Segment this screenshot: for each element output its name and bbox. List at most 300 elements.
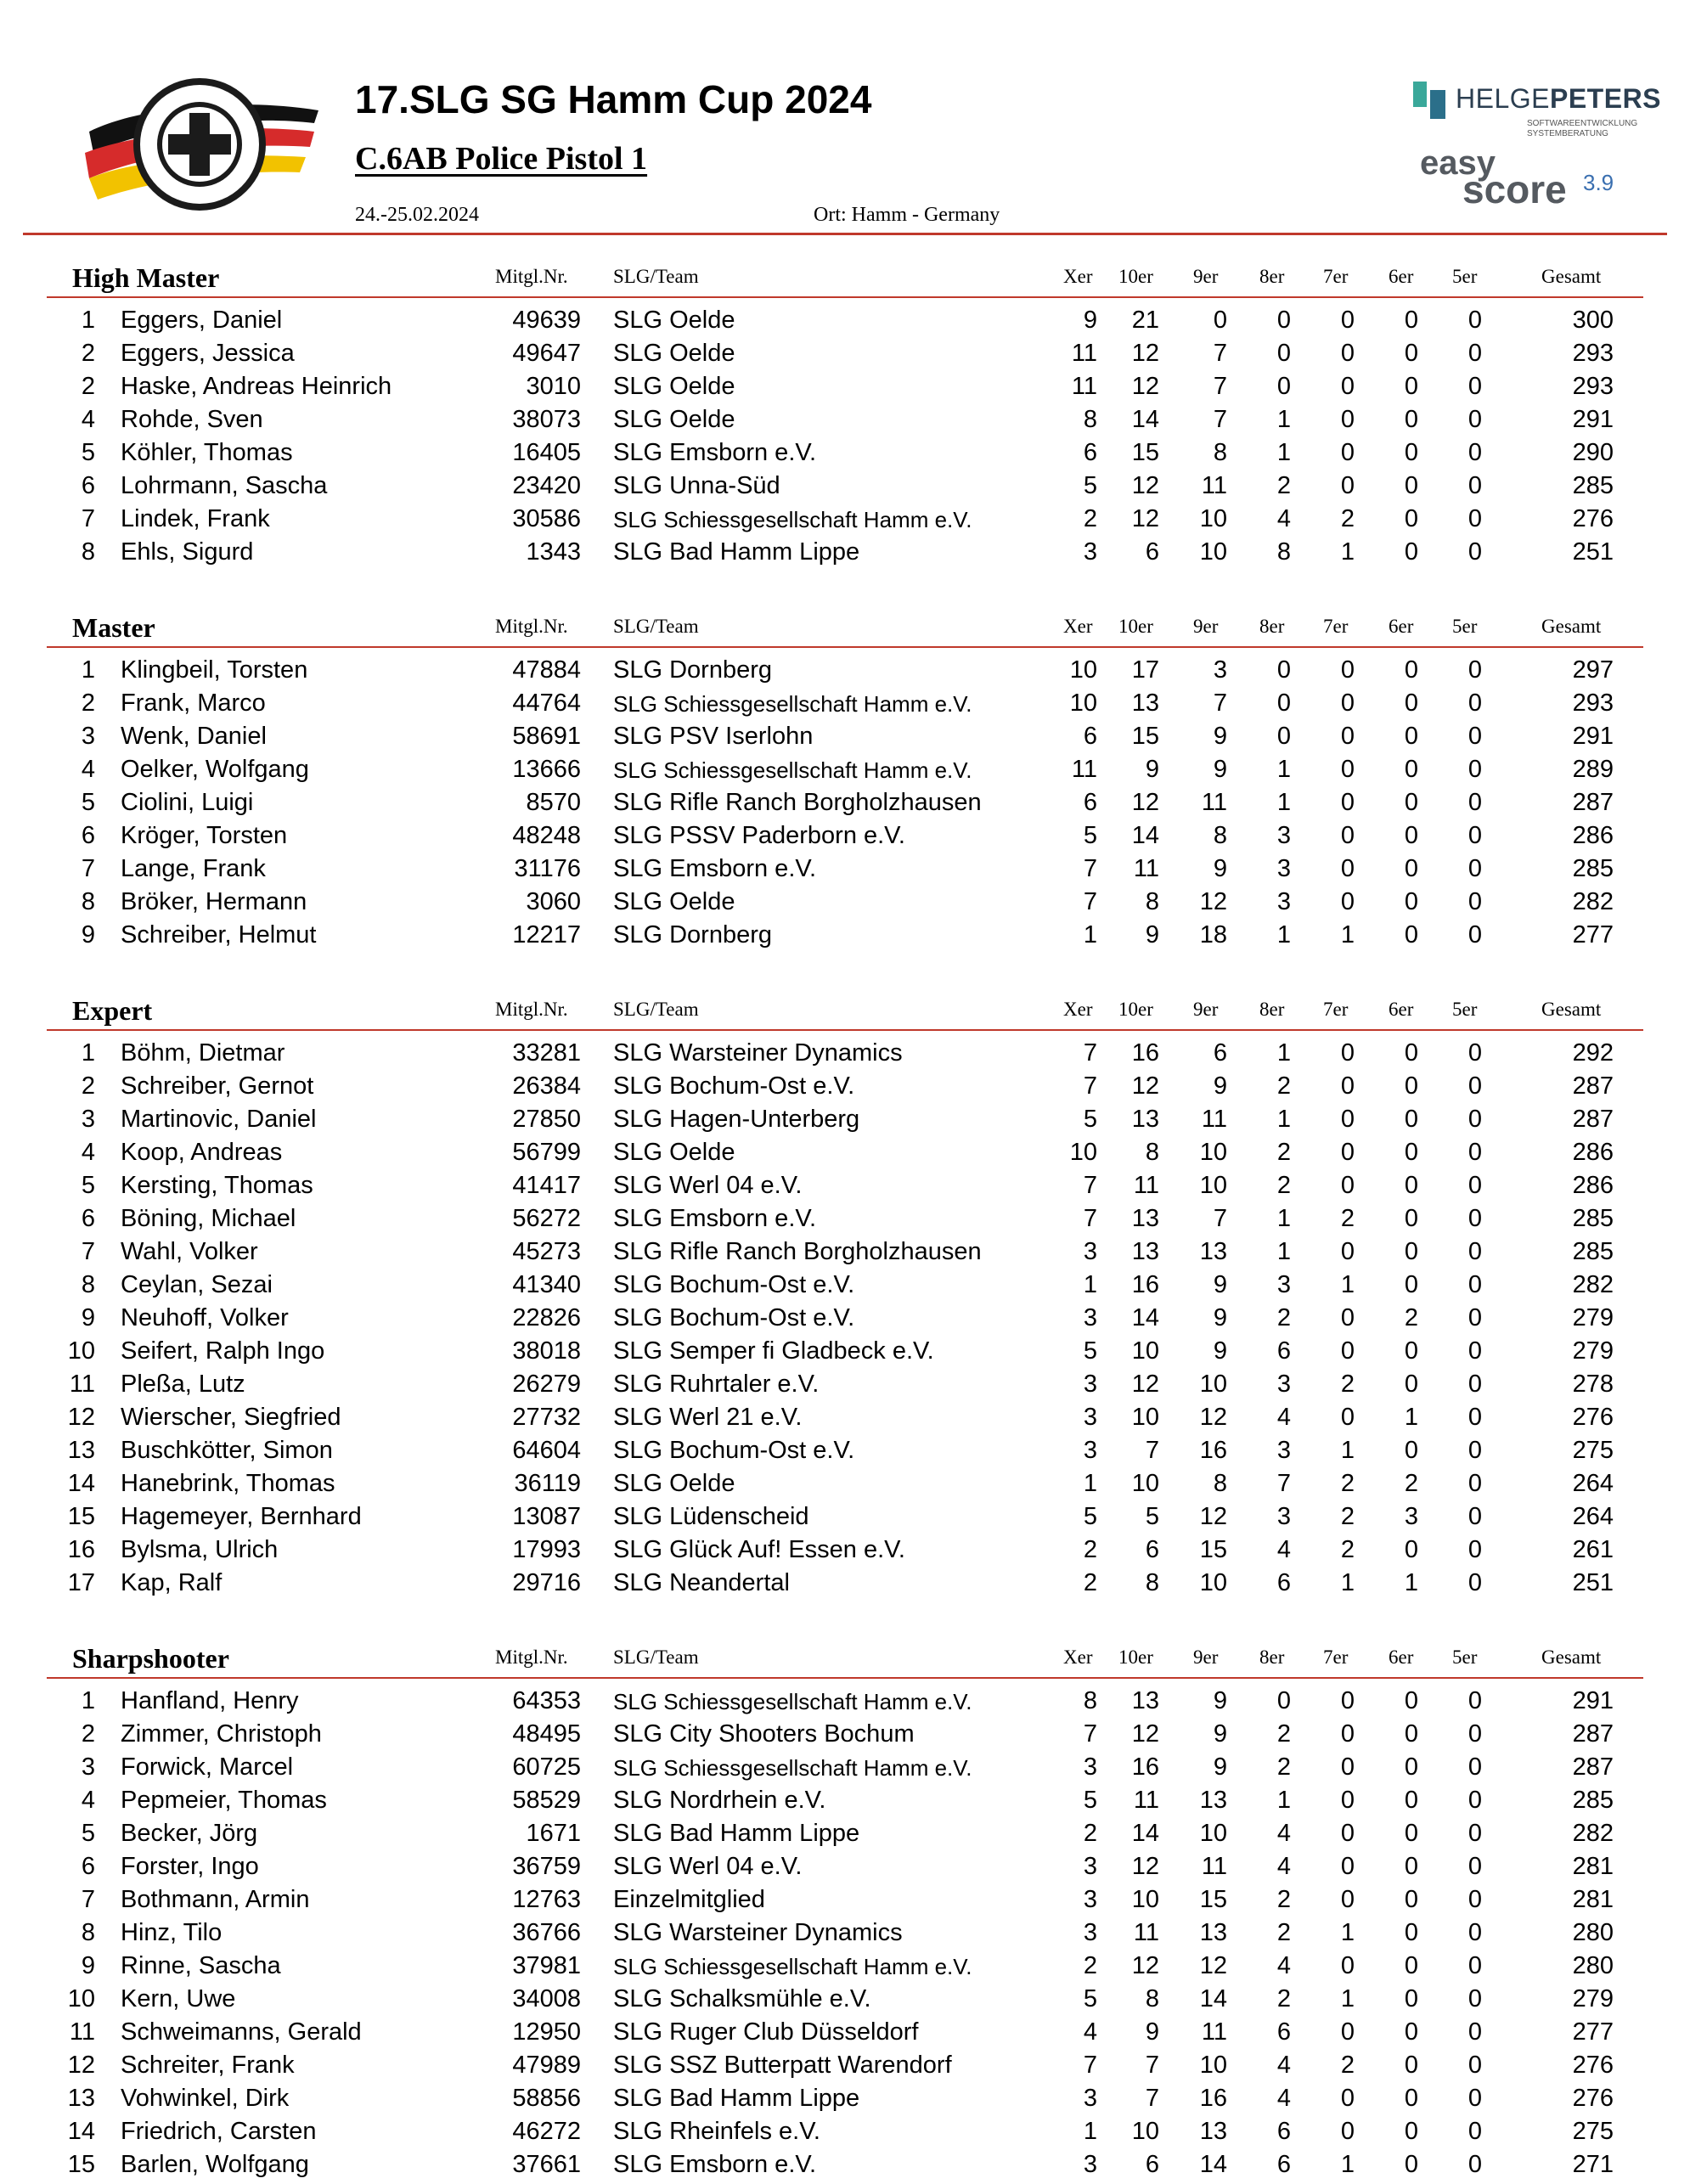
count-7: 1 [1340,1437,1355,1464]
count-9: 11 [1201,472,1227,499]
count-7: 1 [1340,921,1355,948]
count-7: 2 [1340,2052,1355,2079]
count-6: 0 [1404,373,1418,400]
member-number: 41340 [512,1271,581,1298]
count-10: 6 [1145,2151,1159,2178]
member-number: 48495 [512,1720,581,1748]
shooter-name: Vohwinkel, Dirk [121,2085,290,2112]
count-6: 0 [1404,2052,1418,2079]
event-place: Ort: Hamm - Germany [814,204,1000,226]
section-spacer [0,1602,1690,1640]
team-name: SLG Schalksmühle e.V. [613,1985,871,2012]
shooter-name: Köhler, Thomas [121,439,293,466]
easyscore-logo [1420,144,1632,212]
count-x: 5 [1083,1337,1097,1365]
team-name: SLG Dornberg [613,921,772,948]
total-score: 285 [1572,472,1614,499]
result-row [0,656,1690,690]
count-8: 2 [1276,1172,1291,1199]
count-8: 1 [1276,1238,1291,1265]
count-9: 9 [1213,756,1227,783]
rank: 2 [81,1720,95,1748]
count-6: 0 [1404,1437,1418,1464]
count-10: 8 [1145,888,1159,915]
member-number: 12950 [512,2018,581,2046]
count-8: 4 [1276,1853,1291,1880]
shooter-name: Ceylan, Sezai [121,1271,273,1298]
category-section [0,259,1690,571]
count-6: 3 [1404,1503,1418,1530]
total-score: 275 [1572,2118,1614,2145]
shooter-name: Kersting, Thomas [121,1172,313,1199]
member-number: 16405 [512,439,581,466]
result-row [0,1470,1690,1503]
member-number: 1343 [526,538,581,566]
team-name: SLG Werl 04 e.V. [613,1172,803,1199]
count-x: 2 [1083,1536,1097,1563]
event-date: 24.-25.02.2024 [355,204,479,226]
team-name: SLG Oelde [613,406,735,433]
column-header-t10: 10er [1118,999,1153,1020]
discipline-subtitle: C.6AB Police Pistol 1 [355,141,648,177]
count-x: 5 [1083,1106,1097,1133]
rank: 9 [81,921,95,948]
count-6: 0 [1404,1886,1418,1913]
count-6: 0 [1404,855,1418,882]
count-7: 2 [1340,1371,1355,1398]
count-9: 9 [1213,1304,1227,1331]
count-10: 12 [1131,472,1159,499]
total-score: 280 [1572,1952,1614,1979]
team-name: SLG Rheinfels e.V. [613,2118,820,2145]
count-6: 0 [1404,2018,1418,2046]
count-6: 0 [1404,1039,1418,1067]
column-header-total: Gesamt [1541,266,1602,287]
count-10: 13 [1131,1238,1159,1265]
total-score: 276 [1572,1404,1614,1431]
column-header-t8: 8er [1259,266,1285,287]
count-6: 0 [1404,1985,1418,2012]
count-5: 0 [1467,2052,1482,2079]
team-name: SLG Schiessgesellschaft Hamm e.V. [613,691,972,717]
total-score: 297 [1572,656,1614,684]
member-number: 45273 [512,1238,581,1265]
count-9: 10 [1199,2052,1227,2079]
column-header-t5: 5er [1452,266,1478,287]
count-10: 16 [1131,1753,1159,1781]
count-8: 0 [1276,340,1291,367]
total-score: 290 [1572,439,1614,466]
rank: 3 [81,1106,95,1133]
count-x: 3 [1083,1853,1097,1880]
count-10: 10 [1131,1886,1159,1913]
rank: 4 [81,756,95,783]
count-6: 0 [1404,756,1418,783]
column-header-t7: 7er [1323,999,1349,1020]
total-score: 287 [1572,1106,1614,1133]
shooter-name: Hagemeyer, Bernhard [121,1503,362,1530]
result-row [0,1304,1690,1337]
count-9: 9 [1213,1072,1227,1100]
total-score: 276 [1572,505,1614,532]
vendor-name: HELGEPETERS [1456,83,1662,114]
rank: 1 [81,656,95,684]
count-10: 7 [1145,1437,1159,1464]
shooter-name: Hanebrink, Thomas [121,1470,335,1497]
count-9: 9 [1213,723,1227,750]
member-number: 12217 [512,921,581,948]
count-10: 13 [1131,690,1159,717]
count-x: 5 [1083,472,1097,499]
result-row [0,756,1690,789]
count-9: 10 [1199,1371,1227,1398]
count-7: 0 [1340,1853,1355,1880]
count-5: 0 [1467,2018,1482,2046]
count-8: 3 [1276,1503,1291,1530]
rank: 12 [67,1404,95,1431]
count-6: 1 [1404,1569,1418,1596]
column-header-t9: 9er [1193,1646,1219,1668]
count-8: 1 [1276,406,1291,433]
count-6: 2 [1404,1470,1418,1497]
count-9: 15 [1199,1536,1227,1563]
count-10: 15 [1131,723,1159,750]
team-name: SLG Warsteiner Dynamics [613,1919,903,1946]
count-10: 8 [1145,1139,1159,1166]
team-name: SLG Werl 21 e.V. [613,1404,803,1431]
total-score: 281 [1572,1853,1614,1880]
member-number: 31176 [514,855,581,882]
count-6: 0 [1404,2085,1418,2112]
team-name: SLG Oelde [613,373,735,400]
column-header-t9: 9er [1193,999,1219,1020]
easyscore-score: score [1462,167,1567,211]
count-5: 0 [1467,723,1482,750]
count-8: 4 [1276,2052,1291,2079]
rank: 14 [67,2118,95,2145]
total-score: 279 [1572,1304,1614,1331]
result-row [0,1039,1690,1072]
total-score: 285 [1572,1238,1614,1265]
total-score: 291 [1572,1687,1614,1714]
count-7: 0 [1340,1039,1355,1067]
result-row [0,1371,1690,1404]
team-name: SLG City Shooters Bochum [613,1720,915,1748]
results-list [0,259,1690,2184]
rank: 14 [67,1470,95,1497]
column-header-id: Mitgl.Nr. [495,616,568,637]
count-8: 3 [1276,855,1291,882]
team-name: SLG PSSV Paderborn e.V. [613,822,905,849]
count-8: 3 [1276,1437,1291,1464]
count-7: 0 [1340,855,1355,882]
result-row [0,1787,1690,1820]
count-5: 0 [1467,1106,1482,1133]
member-number: 30586 [512,505,581,532]
count-7: 2 [1340,1470,1355,1497]
count-10: 7 [1145,2085,1159,2112]
count-5: 0 [1467,1503,1482,1530]
team-name: SLG Emsborn e.V. [613,855,817,882]
count-8: 2 [1276,1720,1291,1748]
count-10: 14 [1131,406,1159,433]
count-9: 0 [1213,307,1227,334]
result-row [0,373,1690,406]
count-6: 0 [1404,439,1418,466]
count-6: 0 [1404,888,1418,915]
count-6: 0 [1404,2118,1418,2145]
total-score: 251 [1572,538,1614,566]
member-number: 47989 [512,2052,581,2079]
member-number: 56272 [512,1205,581,1232]
rank: 5 [81,1172,95,1199]
total-score: 251 [1572,1569,1614,1596]
result-row [0,1337,1690,1371]
count-8: 3 [1276,822,1291,849]
count-5: 0 [1467,1820,1482,1847]
member-number: 46272 [512,2118,581,2145]
total-score: 279 [1572,1337,1614,1365]
total-score: 286 [1572,822,1614,849]
count-6: 0 [1404,1072,1418,1100]
result-row [0,723,1690,756]
total-score: 275 [1572,1437,1614,1464]
category-title: Expert [72,995,153,1026]
count-10: 13 [1131,1687,1159,1714]
count-10: 11 [1133,1787,1159,1814]
rank: 4 [81,1139,95,1166]
count-7: 0 [1340,1404,1355,1431]
count-7: 1 [1340,2151,1355,2178]
total-score: 264 [1572,1503,1614,1530]
result-row [0,1919,1690,1952]
count-x: 11 [1071,373,1097,400]
header-divider [23,233,1667,235]
shooter-name: Seifert, Ralph Ingo [121,1337,325,1365]
count-10: 14 [1131,1820,1159,1847]
count-x: 1 [1083,1271,1097,1298]
result-row [0,822,1690,855]
result-row [0,1072,1690,1106]
team-name: SLG Oelde [613,1470,735,1497]
count-8: 0 [1276,690,1291,717]
count-x: 10 [1069,656,1097,684]
count-5: 0 [1467,1404,1482,1431]
count-6: 0 [1404,789,1418,816]
count-9: 13 [1199,1919,1227,1946]
count-7: 0 [1340,1886,1355,1913]
count-7: 0 [1340,1720,1355,1748]
count-5: 0 [1467,1753,1482,1781]
member-number: 58529 [512,1787,581,1814]
team-name: SLG Glück Auf! Essen e.V. [613,1536,905,1563]
count-10: 10 [1131,1404,1159,1431]
column-header-t5: 5er [1452,1646,1478,1668]
easyscore-easy: easy [1420,144,1496,182]
count-5: 0 [1467,1072,1482,1100]
count-x: 7 [1083,1205,1097,1232]
team-name: SLG Nordrhein e.V. [613,1787,826,1814]
team-name: SLG PSV Iserlohn [613,723,814,750]
shooter-name: Hinz, Tilo [121,1919,223,1946]
count-x: 5 [1083,1503,1097,1530]
shooter-name: Kap, Ralf [121,1569,223,1596]
count-9: 11 [1201,1106,1227,1133]
count-8: 6 [1276,2151,1291,2178]
member-number: 13666 [512,756,581,783]
shooter-name: Friedrich, Carsten [121,2118,317,2145]
rank: 9 [81,1304,95,1331]
team-name: SLG Emsborn e.V. [613,439,817,466]
count-10: 11 [1133,1172,1159,1199]
count-8: 1 [1276,756,1291,783]
result-row [0,1886,1690,1919]
count-8: 0 [1276,723,1291,750]
rank: 1 [81,1687,95,1714]
team-name: SLG Werl 04 e.V. [613,1853,803,1880]
result-row [0,1720,1690,1753]
count-x: 7 [1083,1072,1097,1100]
member-number: 47884 [512,656,581,684]
count-7: 0 [1340,1106,1355,1133]
count-9: 7 [1213,690,1227,717]
rank: 2 [81,373,95,400]
team-name: SLG Rifle Ranch Borgholzhausen [613,1238,982,1265]
category-header [47,609,1643,648]
count-8: 0 [1276,1687,1291,1714]
rank: 2 [81,690,95,717]
team-name: SLG Schiessgesellschaft Hamm e.V. [613,507,972,532]
rank: 1 [81,1039,95,1067]
count-5: 0 [1467,307,1482,334]
member-number: 36766 [512,1919,581,1946]
column-header-x: Xer [1063,1646,1093,1668]
count-6: 0 [1404,538,1418,566]
column-header-t10: 10er [1118,266,1153,287]
total-score: 271 [1572,2151,1614,2178]
total-score: 277 [1572,2018,1614,2046]
count-8: 3 [1276,1271,1291,1298]
team-name: SLG Bad Hamm Lippe [613,1820,860,1847]
count-8: 2 [1276,472,1291,499]
team-name: SLG Emsborn e.V. [613,2151,817,2178]
member-number: 23420 [512,472,581,499]
count-7: 0 [1340,1787,1355,1814]
rank: 4 [81,1787,95,1814]
result-row [0,888,1690,921]
count-6: 0 [1404,1371,1418,1398]
count-x: 1 [1083,921,1097,948]
total-score: 278 [1572,1371,1614,1398]
count-10: 14 [1131,1304,1159,1331]
rank: 5 [81,789,95,816]
count-6: 0 [1404,1853,1418,1880]
member-number: 58856 [512,2085,581,2112]
column-header-t6: 6er [1389,266,1414,287]
count-5: 0 [1467,406,1482,433]
count-8: 2 [1276,1753,1291,1781]
shooter-name: Lindek, Frank [121,505,270,532]
member-number: 56799 [512,1139,581,1166]
count-5: 0 [1467,2085,1482,2112]
total-score: 287 [1572,1753,1614,1781]
rank: 6 [81,1853,95,1880]
count-6: 0 [1404,822,1418,849]
rank: 4 [81,406,95,433]
count-x: 2 [1083,1569,1097,1596]
shooter-name: Schreiber, Helmut [121,921,317,948]
column-header-t9: 9er [1193,616,1219,637]
shooter-name: Bothmann, Armin [121,1886,310,1913]
category-title: Sharpshooter [72,1643,229,1674]
count-9: 10 [1199,1820,1227,1847]
count-9: 12 [1199,888,1227,915]
member-number: 36759 [512,1853,581,1880]
member-number: 60725 [512,1753,581,1781]
count-9: 10 [1199,1172,1227,1199]
count-9: 9 [1213,855,1227,882]
column-header-team: SLG/Team [613,999,699,1020]
count-5: 0 [1467,1886,1482,1913]
member-number: 64604 [512,1437,581,1464]
total-score: 282 [1572,1820,1614,1847]
count-8: 6 [1276,1337,1291,1365]
count-5: 0 [1467,1271,1482,1298]
team-name: SLG Rifle Ranch Borgholzhausen [613,789,982,816]
count-8: 1 [1276,921,1291,948]
count-8: 6 [1276,2118,1291,2145]
count-10: 6 [1145,538,1159,566]
count-5: 0 [1467,1304,1482,1331]
count-8: 3 [1276,888,1291,915]
member-number: 22826 [512,1304,581,1331]
count-9: 11 [1201,2018,1227,2046]
result-row [0,789,1690,822]
count-8: 4 [1276,1404,1291,1431]
count-5: 0 [1467,373,1482,400]
count-7: 0 [1340,307,1355,334]
count-6: 0 [1404,307,1418,334]
count-7: 0 [1340,1687,1355,1714]
count-6: 0 [1404,1106,1418,1133]
count-7: 0 [1340,1172,1355,1199]
count-7: 0 [1340,439,1355,466]
team-name: SLG Bad Hamm Lippe [613,538,860,566]
total-score: 289 [1572,756,1614,783]
team-name: SLG Schiessgesellschaft Hamm e.V. [613,1954,972,1979]
shooter-name: Buschkötter, Simon [121,1437,333,1464]
count-5: 0 [1467,1238,1482,1265]
count-x: 7 [1083,888,1097,915]
count-x: 3 [1083,1919,1097,1946]
shooter-name: Wierscher, Siegfried [121,1404,341,1431]
count-10: 8 [1145,1569,1159,1596]
result-row [0,1139,1690,1172]
result-row [0,2052,1690,2085]
count-6: 0 [1404,340,1418,367]
member-number: 34008 [512,1985,581,2012]
count-5: 0 [1467,340,1482,367]
count-8: 4 [1276,1952,1291,1979]
count-9: 10 [1199,1139,1227,1166]
count-10: 6 [1145,1536,1159,1563]
count-x: 7 [1083,855,1097,882]
count-x: 5 [1083,1985,1097,2012]
count-7: 0 [1340,340,1355,367]
count-5: 0 [1467,921,1482,948]
column-header-total: Gesamt [1541,999,1602,1020]
team-name: SLG Dornberg [613,656,772,684]
